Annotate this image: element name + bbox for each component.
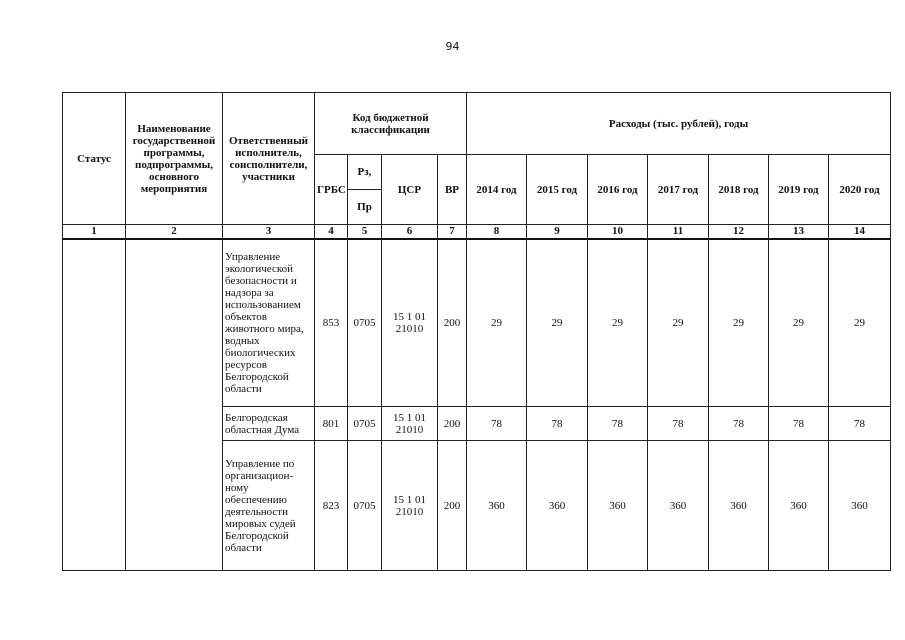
header-year: 2019 год [769, 155, 829, 225]
column-number: 14 [829, 225, 891, 239]
expense-cell: 29 [709, 239, 769, 407]
column-number-row [63, 225, 891, 239]
header-program-name: Наименование государственной программы, подпрограммы, основного мероприятия [126, 93, 223, 225]
expense-cell: 78 [769, 407, 829, 441]
expense-cell: 29 [648, 239, 709, 407]
expense-cell: 360 [769, 441, 829, 571]
executor-cell: Управление экологической безопасности и надзора за использованием объектов животного мира, водных биологических ресурсов Белгородской области [223, 239, 315, 407]
grbs-cell: 823 [315, 441, 348, 571]
csr-cell: 15 1 01 21010 [382, 239, 438, 407]
expense-cell: 29 [467, 239, 527, 407]
column-number: 11 [648, 225, 709, 239]
csr-cell: 15 1 01 21010 [382, 407, 438, 441]
header-year: 2018 год [709, 155, 769, 225]
rzpr-cell: 0705 [348, 407, 382, 441]
header-csr: ЦСР [382, 155, 438, 225]
expense-cell: 360 [527, 441, 588, 571]
expense-cell: 360 [588, 441, 648, 571]
expense-cell: 360 [829, 441, 891, 571]
header-executor: Ответственный исполнитель, соисполнители, участники [223, 93, 315, 225]
expense-cell: 29 [527, 239, 588, 407]
column-number: 12 [709, 225, 769, 239]
column-number: 3 [223, 225, 315, 239]
expense-cell: 78 [709, 407, 769, 441]
vr-cell: 200 [438, 407, 467, 441]
program-name-cell [126, 239, 223, 571]
expense-cell: 78 [467, 407, 527, 441]
expense-cell: 78 [527, 407, 588, 441]
grbs-cell: 801 [315, 407, 348, 441]
column-number: 10 [588, 225, 648, 239]
expense-cell: 29 [588, 239, 648, 407]
column-number: 4 [315, 225, 348, 239]
header-budget-code: Код бюджетной классификации [315, 93, 467, 155]
rzpr-cell: 0705 [348, 239, 382, 407]
column-number: 9 [527, 225, 588, 239]
expense-cell: 78 [648, 407, 709, 441]
header-status: Статус [63, 93, 126, 225]
expense-cell: 29 [829, 239, 891, 407]
page-number: 94 [445, 40, 460, 53]
executor-cell: Белгородская областная Дума [223, 407, 315, 441]
header-rz: Рз, [348, 155, 382, 190]
header-year: 2020 год [829, 155, 891, 225]
column-number: 5 [348, 225, 382, 239]
column-number: 6 [382, 225, 438, 239]
expense-cell: 360 [467, 441, 527, 571]
header-year: 2016 год [588, 155, 648, 225]
header-pr: Пр [348, 190, 382, 225]
rzpr-cell: 0705 [348, 441, 382, 571]
expense-cell: 29 [769, 239, 829, 407]
column-number: 13 [769, 225, 829, 239]
csr-cell: 15 1 01 21010 [382, 441, 438, 571]
header-expenses: Расходы (тыс. рублей), годы [467, 93, 891, 155]
status-cell [63, 239, 126, 571]
expense-cell: 360 [648, 441, 709, 571]
executor-cell: Управление по организацион-ному обеспечению деятельности мировых судей Белгородской области [223, 441, 315, 571]
header-vr: ВР [438, 155, 467, 225]
header-year: 2017 год [648, 155, 709, 225]
expense-cell: 360 [709, 441, 769, 571]
header-year: 2015 год [527, 155, 588, 225]
expense-cell: 78 [588, 407, 648, 441]
vr-cell: 200 [438, 239, 467, 407]
table-row [63, 239, 891, 407]
header-grbs: ГРБС [315, 155, 348, 225]
expense-cell: 78 [829, 407, 891, 441]
column-number: 2 [126, 225, 223, 239]
column-number: 8 [467, 225, 527, 239]
column-number: 1 [63, 225, 126, 239]
header-year: 2014 год [467, 155, 527, 225]
budget-table [62, 92, 891, 571]
grbs-cell: 853 [315, 239, 348, 407]
vr-cell: 200 [438, 441, 467, 571]
column-number: 7 [438, 225, 467, 239]
